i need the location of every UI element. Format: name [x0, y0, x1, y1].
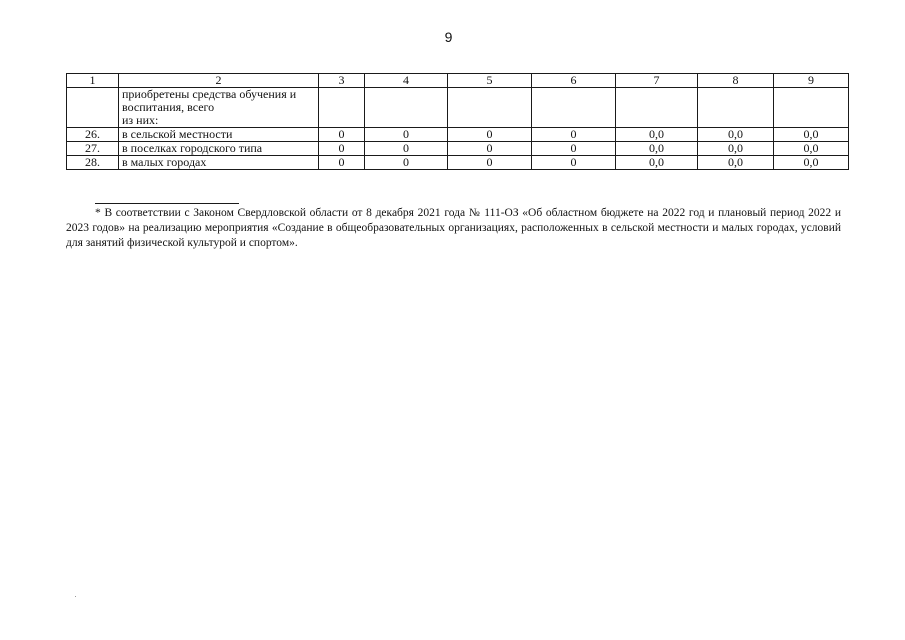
intro-label-line: приобретены средства обучения и [122, 87, 297, 101]
footnote-text: * В соответствии с Законом Свердловской области от 8 декабря 2021 года № 111-ОЗ «Об областном бюджете на 2022 год и плановый период 2022 и 2023 годов» на реализацию мероприятия «Создание в общеобразовательных организациях, расположенных в сельской местности и малых городах, условий для занятий физической культурой и спортом». [66, 207, 841, 249]
value-cell: 0 [532, 142, 616, 156]
value-cell: 0,0 [698, 142, 774, 156]
value-cell: 0,0 [774, 156, 849, 170]
table-row [67, 156, 849, 170]
value-cell: 0 [532, 128, 616, 142]
value-cell [616, 88, 698, 128]
value-cell: 0,0 [616, 128, 698, 142]
table-row [67, 128, 849, 142]
value-cell: 0 [319, 128, 365, 142]
row-label-cell: в малых городах [119, 156, 319, 170]
table-row [67, 142, 849, 156]
table-header-row [67, 74, 849, 88]
value-cell: 0,0 [774, 128, 849, 142]
value-cell: 0 [448, 128, 532, 142]
column-header: 9 [774, 74, 849, 88]
value-cell: 0 [532, 156, 616, 170]
value-cell: 0 [319, 142, 365, 156]
value-cell [448, 88, 532, 128]
column-header: 1 [67, 74, 119, 88]
row-number-cell [67, 88, 119, 128]
value-cell: 0 [365, 128, 448, 142]
column-header: 4 [365, 74, 448, 88]
intro-label-line: воспитания, всего [122, 100, 215, 114]
column-header: 8 [698, 74, 774, 88]
value-cell: 0,0 [774, 142, 849, 156]
value-cell: 0,0 [616, 142, 698, 156]
row-number-cell: 26. [67, 128, 119, 142]
value-cell: 0 [448, 142, 532, 156]
value-cell [698, 88, 774, 128]
value-cell: 0,0 [616, 156, 698, 170]
scan-speck [75, 596, 76, 597]
row-label-cell: в сельской местности [119, 128, 319, 142]
value-cell: 0 [448, 156, 532, 170]
row-number-cell: 28. [67, 156, 119, 170]
page-number: 9 [444, 29, 453, 45]
column-header: 5 [448, 74, 532, 88]
row-label-cell: в поселках городского типа [119, 142, 319, 156]
column-header: 2 [119, 74, 319, 88]
footnote-separator [95, 203, 239, 204]
value-cell: 0,0 [698, 156, 774, 170]
column-header: 3 [319, 74, 365, 88]
value-cell: 0 [365, 156, 448, 170]
column-header: 6 [532, 74, 616, 88]
column-header: 7 [616, 74, 698, 88]
value-cell: 0 [319, 156, 365, 170]
table-row-intro [67, 88, 849, 128]
intro-label-line: из них: [122, 113, 159, 127]
value-cell [774, 88, 849, 128]
value-cell: 0,0 [698, 128, 774, 142]
value-cell [319, 88, 365, 128]
value-cell [532, 88, 616, 128]
value-cell: 0 [365, 142, 448, 156]
value-cell [365, 88, 448, 128]
row-label-cell [119, 88, 319, 128]
row-number-cell: 27. [67, 142, 119, 156]
data-table [66, 73, 849, 170]
